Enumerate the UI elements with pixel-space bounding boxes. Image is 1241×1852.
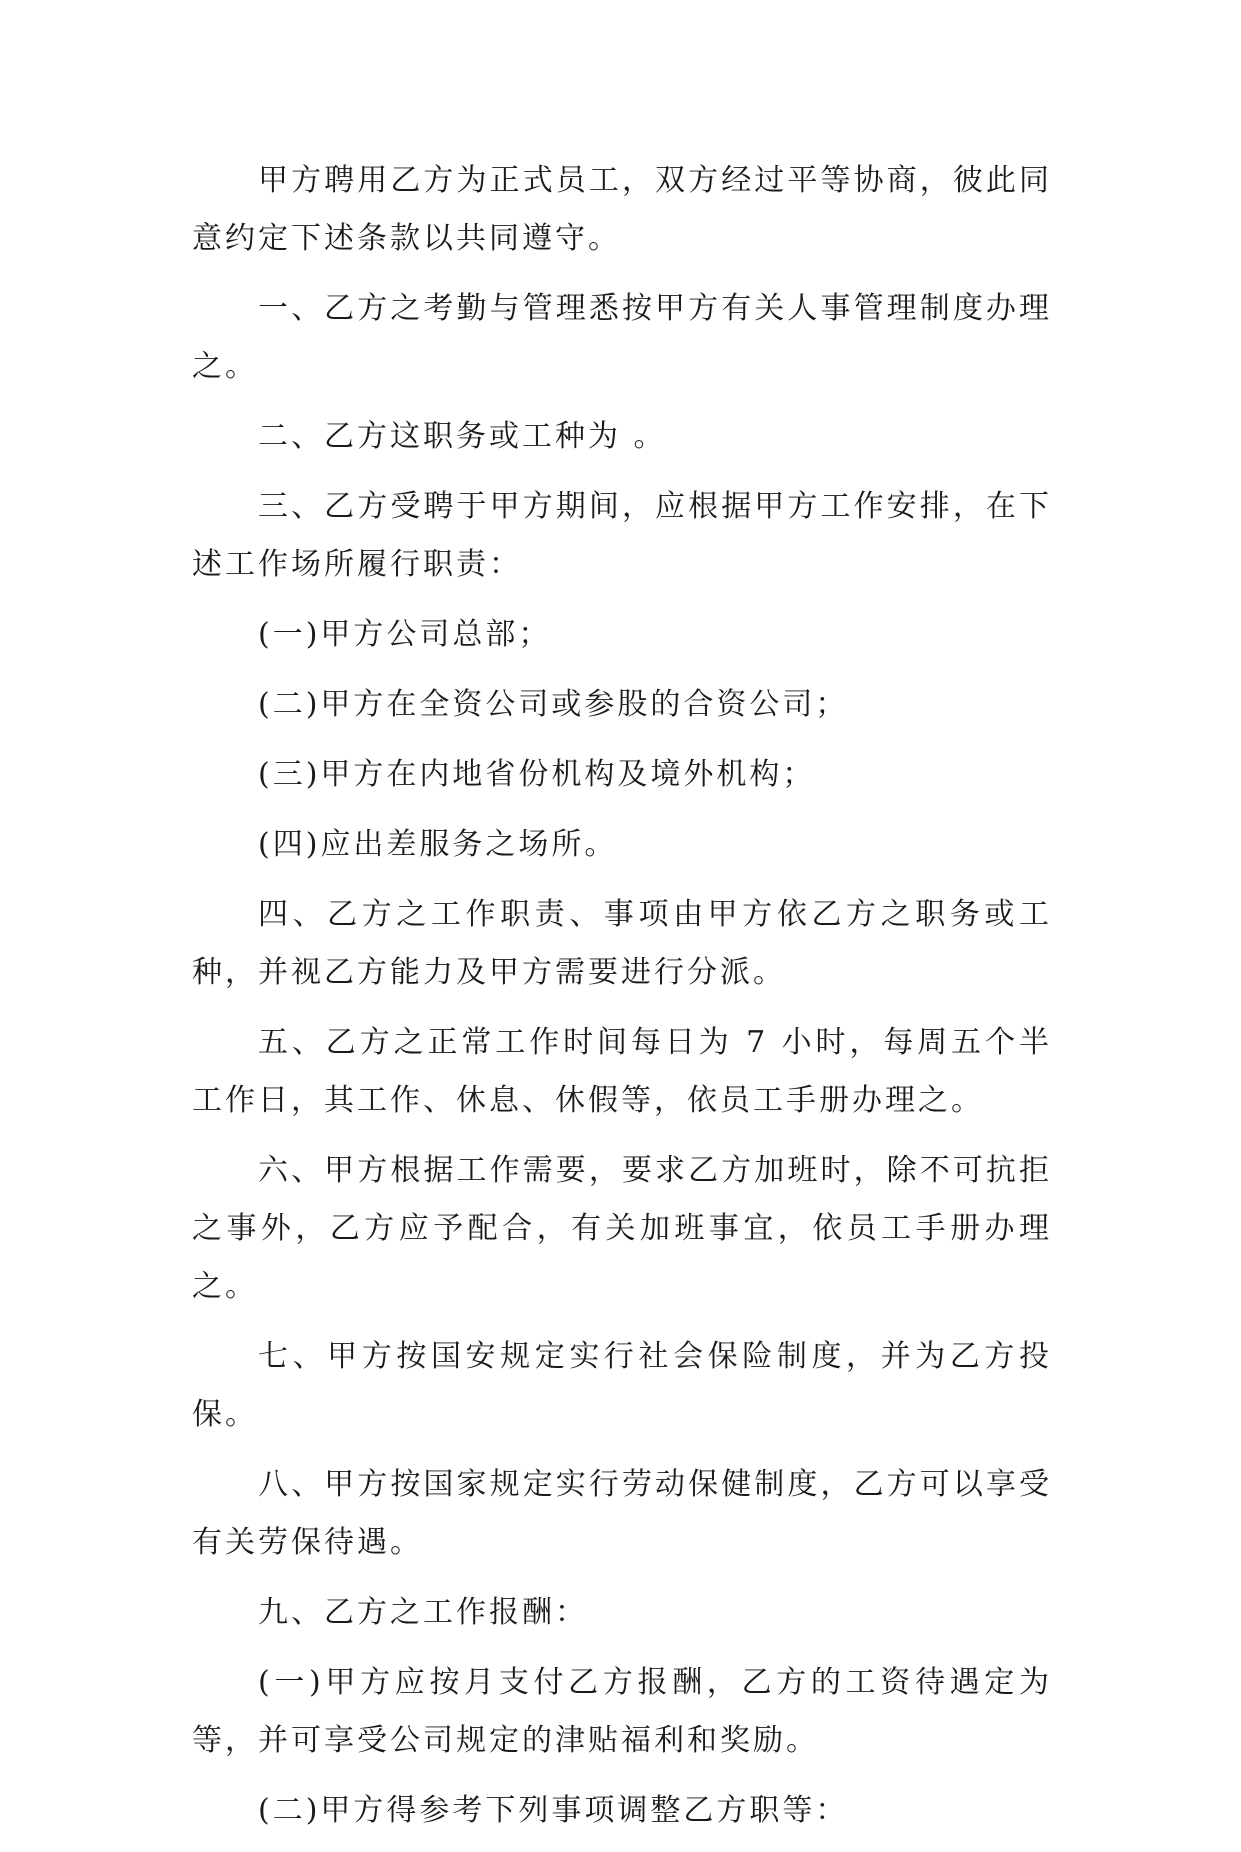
paragraph-clause-3: 三、乙方受聘于甲方期间，应根据甲方工作安排，在下述工作场所履行职责： bbox=[192, 489, 1052, 582]
paragraph-clause-3-item-3: (三)甲方在内地省份机构及境外机构； bbox=[258, 757, 816, 792]
paragraph-clause-4: 四、乙方之工作职责、事项由甲方依乙方之职务或工种，并视乙方能力及甲方需要进行分派。 bbox=[192, 897, 1052, 990]
paragraph-clause-5: 五、乙方之正常工作时间每日为 7 小时，每周五个半工作日，其工作、休息、休假等，依员工手册办理之。 bbox=[192, 1025, 1052, 1118]
paragraph-clause-9-item-1: (一)甲方应按月支付乙方报酬，乙方的工资待遇定为等，并可享受公司规定的津贴福利和奖励。 bbox=[192, 1665, 1052, 1758]
paragraph-clause-9: 九、乙方之工作报酬： bbox=[258, 1595, 588, 1630]
document-body bbox=[192, 152, 1052, 1852]
paragraph-clause-2: 二、乙方这职务或工种为 。 bbox=[258, 419, 667, 454]
paragraph-clause-7: 七、甲方按国安规定实行社会保险制度，并为乙方投保。 bbox=[192, 1339, 1052, 1432]
paragraph-clause-3-item-2: (二)甲方在全资公司或参股的合资公司； bbox=[258, 687, 849, 722]
paragraph-clause-3-item-4: (四)应出差服务之场所。 bbox=[258, 827, 618, 862]
paragraph-clause-3-item-1: (一)甲方公司总部； bbox=[258, 617, 552, 652]
paragraph-clause-1: 一、乙方之考勤与管理悉按甲方有关人事管理制度办理之。 bbox=[192, 291, 1052, 384]
paragraph-clause-6: 六、甲方根据工作需要，要求乙方加班时，除不可抗拒之事外，乙方应予配合，有关加班事宜，依员工手册办理之。 bbox=[192, 1153, 1052, 1304]
paragraph-clause-9-item-2: (二)甲方得参考下列事项调整乙方职等： bbox=[258, 1793, 849, 1828]
paragraph-clause-8: 八、甲方按国家规定实行劳动保健制度，乙方可以享受有关劳保待遇。 bbox=[192, 1467, 1052, 1560]
paragraph-preamble: 甲方聘用乙方为正式员工，双方经过平等协商，彼此同意约定下述条款以共同遵守。 bbox=[192, 163, 1052, 256]
